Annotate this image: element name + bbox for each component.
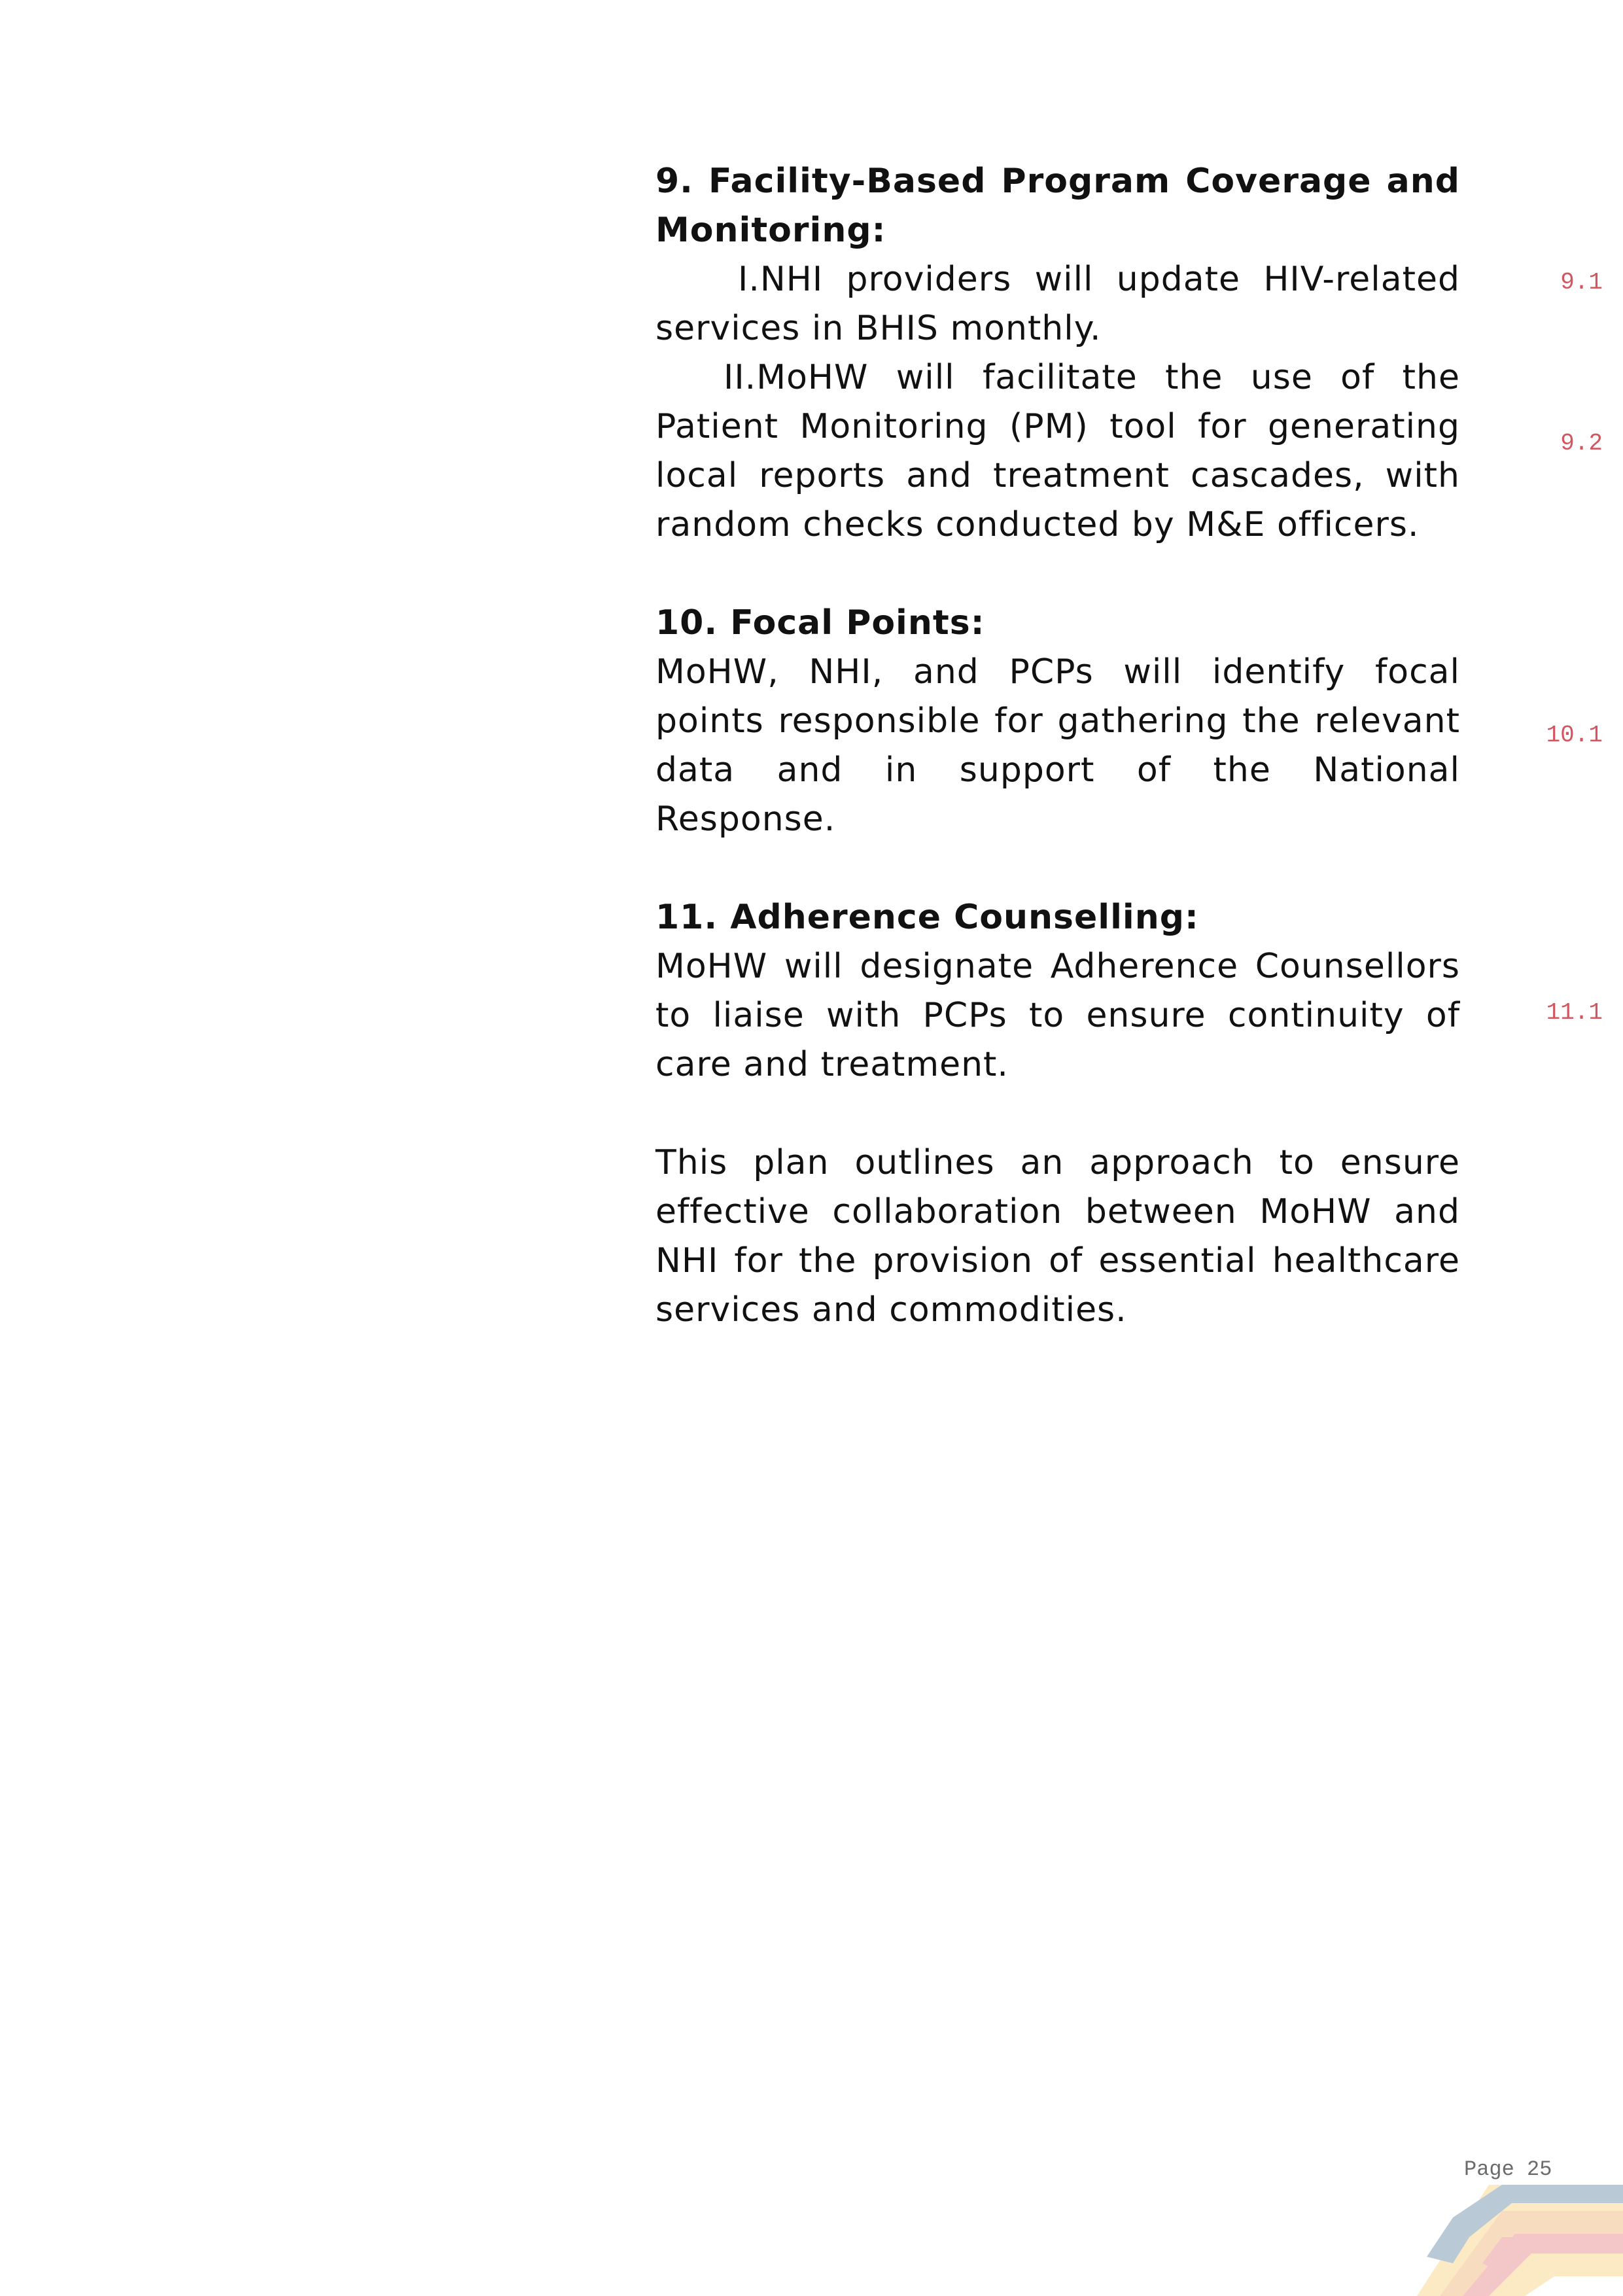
- section-11-heading: 11. Adherence Counselling:: [655, 898, 1199, 937]
- section-9-item-2: II.MoHW will facilitate the use of the Patient Monitoring (PM) tool for generating local reports and treatment cascades, with random checks conducted by M&E officers.: [655, 358, 1460, 544]
- paragraph-spacer: [655, 1089, 1460, 1139]
- section-9-heading: 9. Facility-Based Program Coverage and Monitoring:: [655, 162, 1460, 250]
- section-10-heading: 10. Focal Points:: [655, 603, 985, 643]
- section-9-item-1: I.NHI providers will update HIV-related services in BHIS monthly.: [655, 260, 1460, 348]
- margin-note-11-1: 11.1: [1546, 999, 1603, 1026]
- margin-note-9-1: 9.1: [1560, 269, 1603, 296]
- closing-paragraph: This plan outlines an approach to ensure effective collaboration between MoHW and NHI for the provision of essential healthcare services and commodities.: [655, 1143, 1460, 1330]
- margin-note-9-2: 9.2: [1560, 430, 1603, 457]
- corner-decoration: [1381, 2185, 1623, 2296]
- section-10-body: MoHW, NHI, and PCPs will identify focal points responsible for gathering the relevant data and in support of the National Response.: [655, 652, 1460, 839]
- margin-note-10-1: 10.1: [1546, 722, 1603, 749]
- document-body: [655, 157, 1460, 1335]
- section-11-body: MoHW will designate Adherence Counsellors to liaise with PCPs to ensure continuity of care and treatment.: [655, 947, 1460, 1084]
- paragraph-spacer: [655, 844, 1460, 893]
- page-number: Page 25: [1464, 2157, 1552, 2181]
- paragraph-spacer: [655, 550, 1460, 599]
